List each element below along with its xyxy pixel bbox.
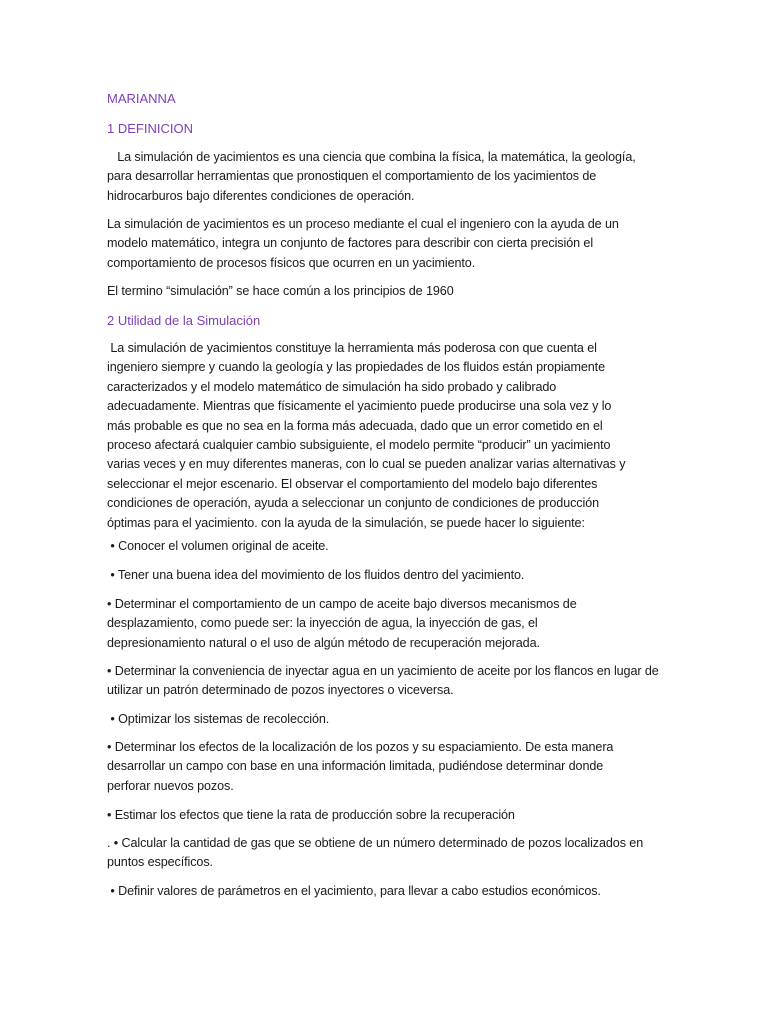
bullet-item: • Optimizar los sistemas de recolección. [107, 712, 330, 726]
bullet-item: • Tener una buena idea del movimiento de los fluidos dentro del yacimiento. [107, 568, 525, 582]
section2-paragraph-1: La simulación de yacimientos constituye la herramienta más poderosa con que cuenta el ingeniero siempre y cuando la geología y las propiedades de los fluidos están propiamente caracterizados y el modelo matemático de simulación ha sido probado y calibrado adecuadamente. Mientras que físicamente el yacimiento puede producirse una sola vez y lo más probable es que no sea en la forma más adecuada, dado que un error cometido en el proceso afectará cualquier cambio subsiguiente, el modelo permite “producir” un yacimiento varias veces y en muy diferentes maneras, con lo cual se pueden analizar varias alternativas y seleccionar el mejor escenario. El observar el comportamiento del modelo bajo diferentes condiciones de operación, ayuda a seleccionar un conjunto de condiciones de producción óptimas para el yacimiento. con la ayuda de la simulación, se puede hacer lo siguiente: [107, 341, 629, 530]
document-title: MARIANNA [107, 91, 176, 106]
bullet-item: • Determinar la conveniencia de inyectar agua en un yacimiento de aceite por los flancos en lugar de utilizar un patrón determinado de pozos inyectores o viceversa. [107, 664, 663, 698]
bullet-item: • Determinar el comportamiento de un campo de aceite bajo diversos mecanismos de desplazamiento, como puede ser: la inyección de agua, la inyección de gas, el depresionamiento natural o el uso de algún método de recuperación mejorada. [107, 597, 581, 650]
section1-paragraph-3: El termino “simulación” se hace común a los principios de 1960 [107, 284, 454, 298]
bullet-item: • Determinar los efectos de la localización de los pozos y su espaciamiento. De esta manera desarrollar un campo con base en una información limitada, pudiéndose determinar donde perforar nuevos pozos. [107, 740, 617, 793]
section1-paragraph-1: La simulación de yacimientos es una ciencia que combina la física, la matemática, la geología, para desarrollar herramientas que pronostiquen el comportamiento de los yacimientos de hidrocarburos bajo diferentes condiciones de operación. [107, 150, 640, 203]
section1-paragraph-2: La simulación de yacimientos es un proceso mediante el cual el ingeniero con la ayuda de un modelo matemático, integra un conjunto de factores para describir con cierta precisión el comportamiento de procesos físicos que ocurren en un yacimiento. [107, 217, 619, 270]
bullet-item: • Estimar los efectos que tiene la rata de producción sobre la recuperación [107, 808, 515, 822]
bullet-item: • Conocer el volumen original de aceite. [107, 539, 329, 553]
bullet-item: . • Calcular la cantidad de gas que se obtiene de un número determinado de pozos localizados en puntos específicos. [107, 836, 647, 870]
section1-heading: 1 DEFINICION [107, 121, 193, 136]
bullet-item: • Definir valores de parámetros en el yacimiento, para llevar a cabo estudios económicos. [107, 884, 601, 898]
section2-heading: 2 Utilidad de la Simulación [107, 313, 261, 328]
